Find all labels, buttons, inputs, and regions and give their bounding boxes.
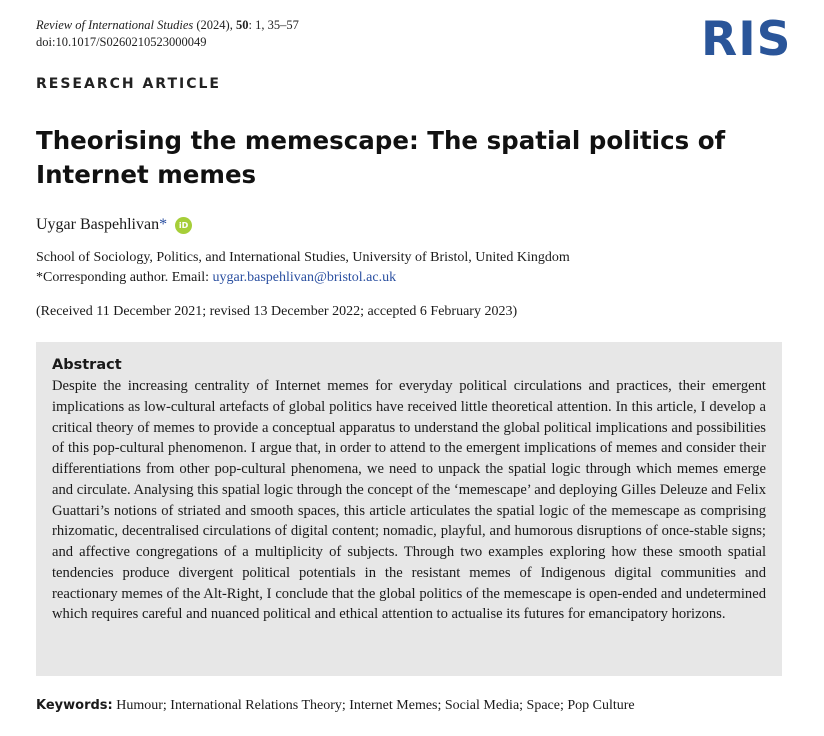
journal-issue-pages: : 1, 35–57	[248, 18, 299, 32]
author-line	[36, 214, 192, 236]
orcid-icon[interactable]: iD	[175, 217, 192, 234]
journal-name: Review of International Studies	[36, 18, 194, 32]
corresponding-prefix: *Corresponding author. Email:	[36, 270, 213, 285]
affiliation-block	[36, 248, 570, 288]
keywords	[36, 696, 635, 716]
author-name: Uygar Baspehlivan	[36, 216, 160, 233]
corresponding-author	[36, 268, 570, 288]
abstract-text: Despite the increasing centrality of Internet memes for everyday political circulations and practices, their emergent implications as low-cultural artefacts of global politics have received little theoretical attention. In this article, I develop a critical theory of memes to provide a conceptual apparatus to understand the global political implications and possibilities of this pop-cultural phenomenon. I argue that, in order to attend to the emergent implications of memes and consider their differentiations from other pop-cultural phenomena, we need to unpack the spatial logic through which memes emerge and circulate. Analysing this spatial logic through the concept of the ‘memescape’ and deploying Gilles Deleuze and Felix Guattari’s notions of striated and smooth spaces, this article articulates the spatial logic of the memescape as comprising rhizomatic, decentralised circulations of digital content; nomadic, playful, and humorous disruptions of once-stable signs; and affective congregations of a multiplicity of subjects. Through two examples exploring how these smooth spatial tendencies produce divergent political potentials in the resistant memes of Indigenous digital communities and reactionary memes of the Alt-Right, I conclude that the global politics of the memescape is open-ended and undetermined which requires careful and nuanced political and ethical attention to actualise its futures for emancipatory horizons.	[52, 378, 766, 623]
author-email-link[interactable]: uygar.baspehlivan@bristol.ac.uk	[212, 270, 397, 285]
journal-logo: RIS	[701, 12, 792, 67]
doi[interactable]: doi:10.1017/S0260210523000049	[36, 35, 207, 49]
journal-volume: 50	[235, 18, 249, 32]
journal-citation	[36, 17, 299, 51]
keywords-list: Humour; International Relations Theory; Internet Memes; Social Media; Space; Pop Culture	[112, 698, 635, 713]
abstract-heading: Abstract	[52, 357, 122, 373]
abstract-box	[36, 342, 782, 676]
article-type-label: RESEARCH ARTICLE	[36, 76, 221, 92]
article-title: Theorising the memescape: The spatial politics of Internet memes	[36, 126, 726, 189]
article-history: (Received 11 December 2021; revised 13 December 2022; accepted 6 February 2023)	[36, 304, 518, 319]
journal-year: (2024),	[193, 18, 236, 32]
corresponding-author-mark[interactable]: *	[159, 216, 168, 233]
keywords-label: Keywords:	[36, 698, 113, 713]
affiliation: School of Sociology, Politics, and International Studies, University of Bristol, United Kingdom	[36, 250, 570, 265]
